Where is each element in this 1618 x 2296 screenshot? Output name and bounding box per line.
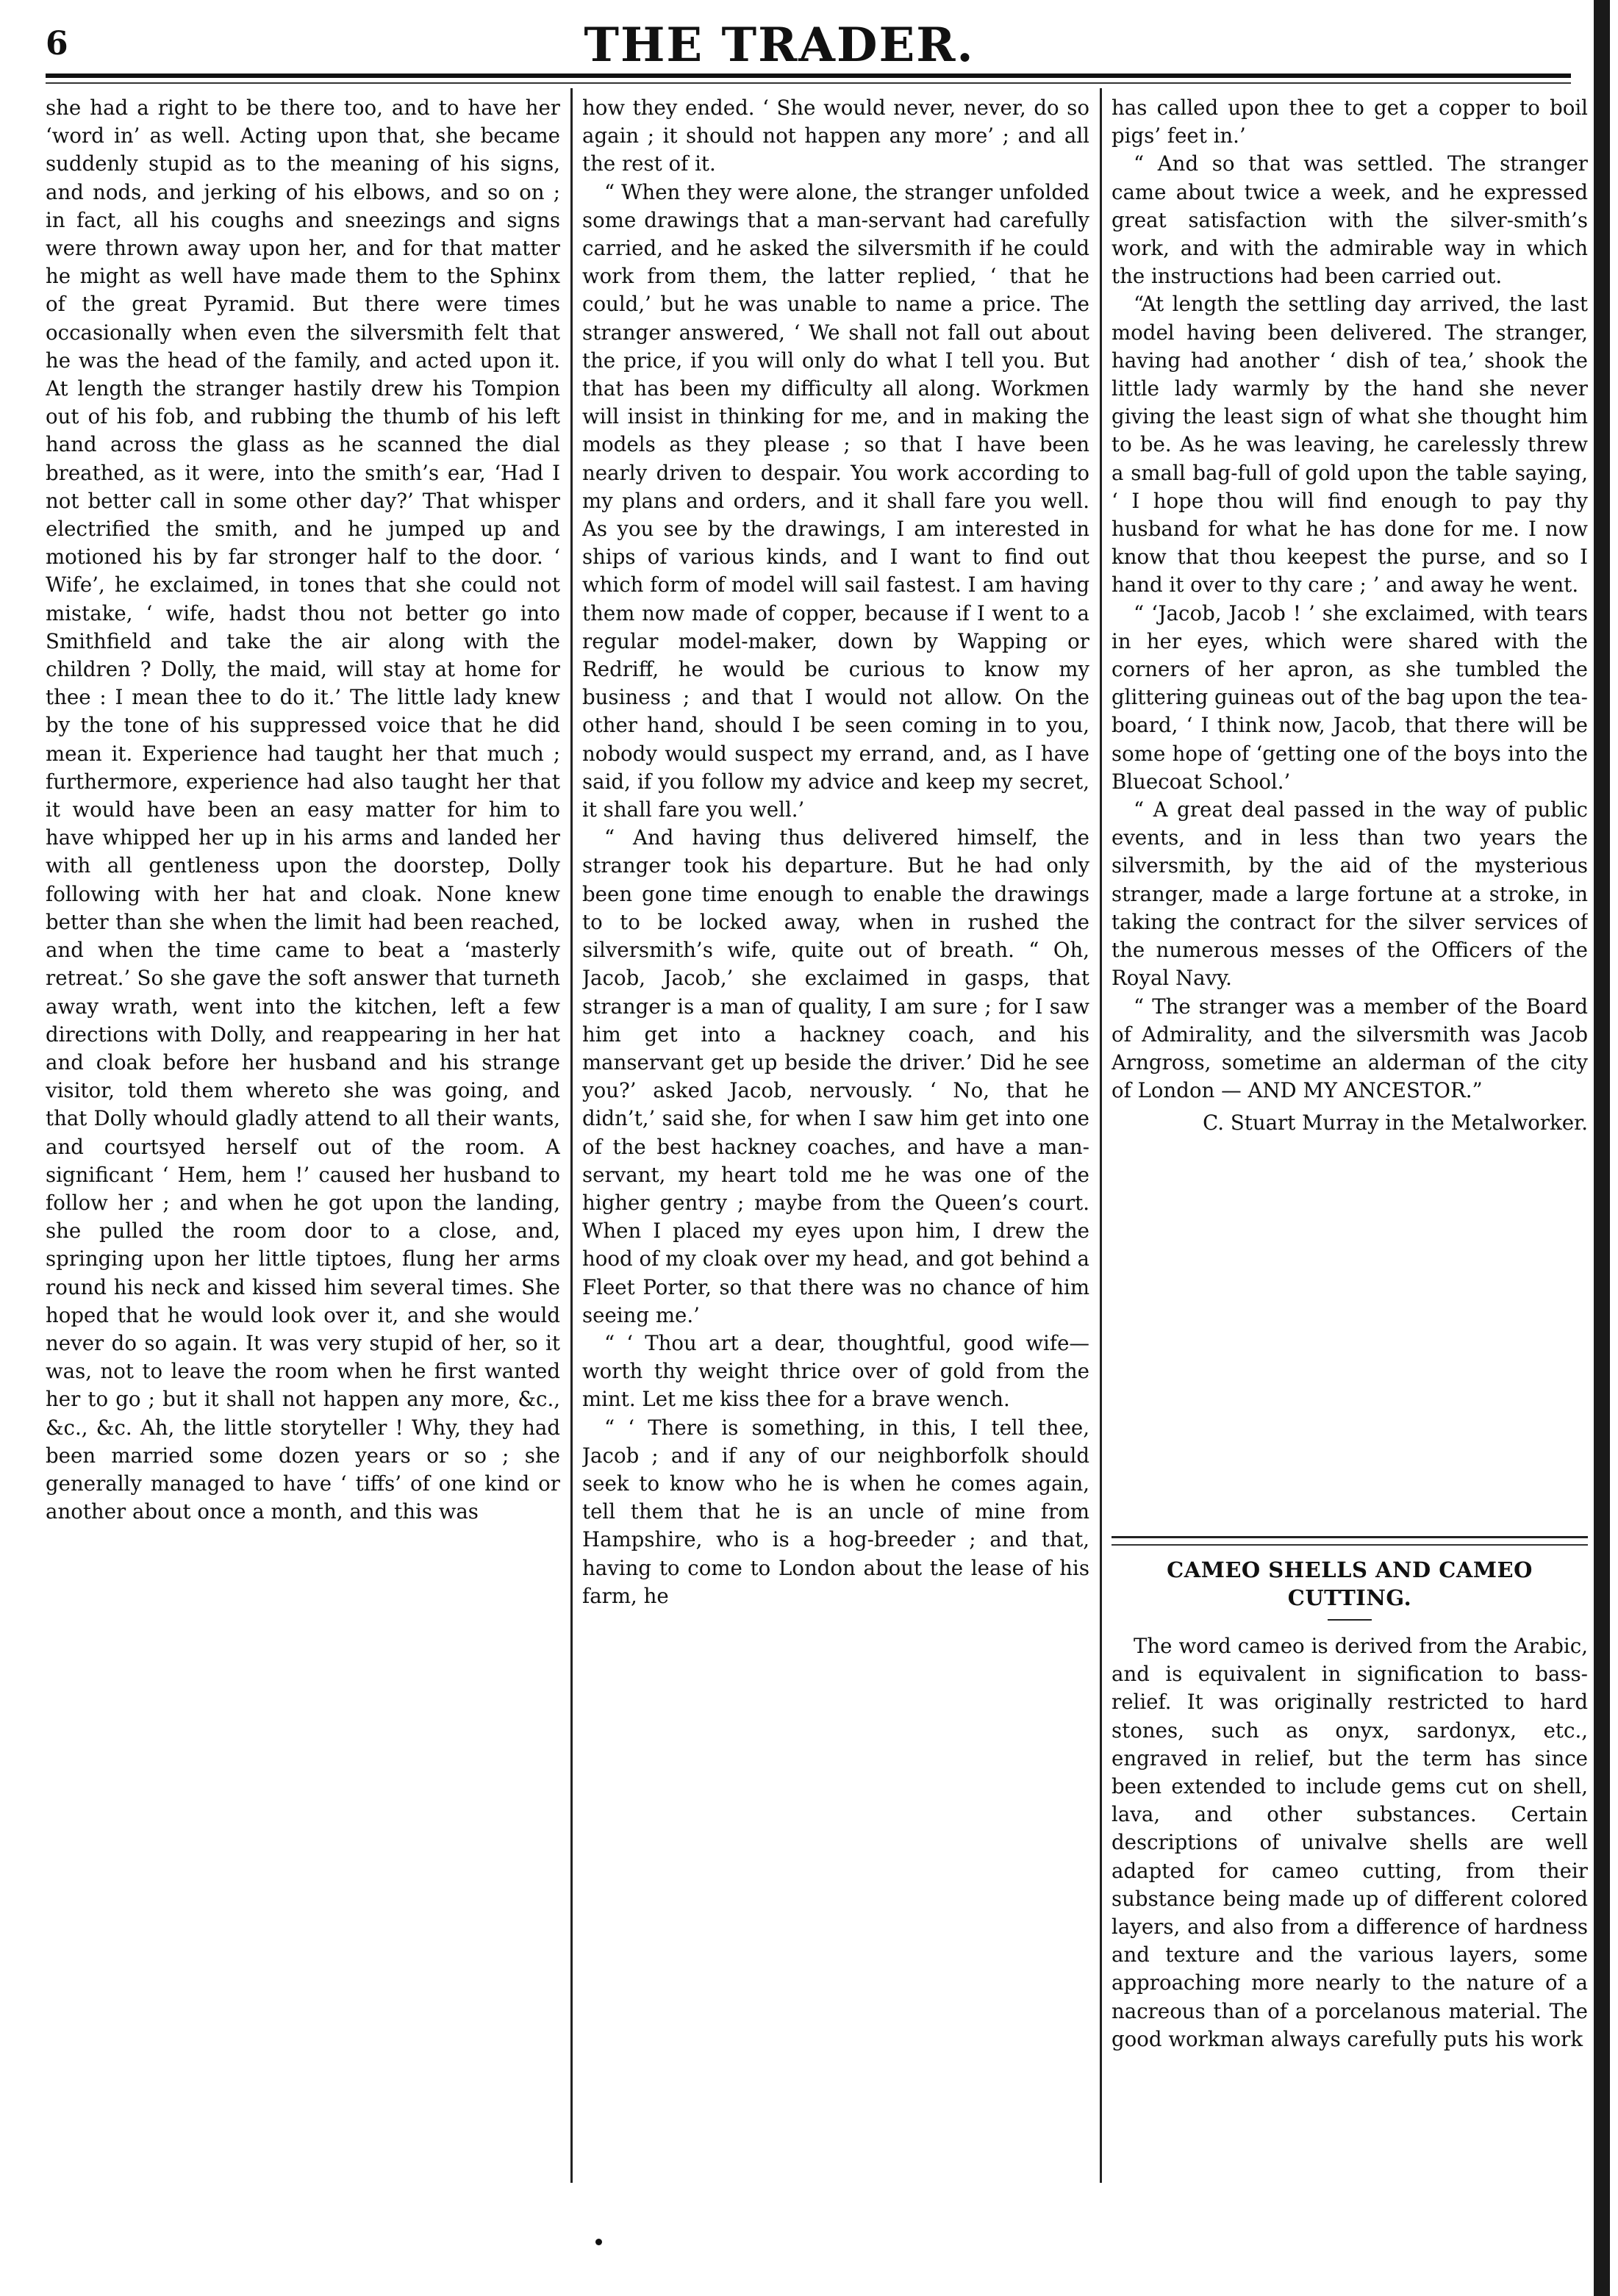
article-heading: CAMEO SHELLS AND CAMEO CUTTING. [1167,1557,1533,1610]
story-continuation [1112,94,1588,1520]
header-rule-thin [46,82,1571,84]
column3-paragraph: has called upon thee to get a copper to boil pigs’ feet in.’ [1112,96,1588,148]
page-edge-shadow [1594,0,1610,2296]
page-number: 6 [46,25,68,62]
column3-paragraph: “ A great deal passed in the way of public events, and in less than two years the silversmith, by the aid of the mysterious stranger, made a large fortune at a stroke, in taking the contract for the silver services of the numerous messes of the Officers of the Royal Navy. [1112,797,1588,991]
column3-paragraph: “ And so that was settled. The stranger came about twice a week, and he expressed great satisfaction with the silver-smith’s work, and with the admirable way in which the instructions had been carried out. [1112,151,1588,289]
article-paragraph: The word cameo is derived from the Arabic, and is equivalent in signification to bass-relief. It was originally restricted to hard stones, such as onyx, sardonyx, etc., engraved in relief, but the term has since been extended to include gems cut on shell, lava, and other substances. Certain descriptions of univalve shells are well adapted for cameo cutting, from their substance being made up of different colored layers, and also from a difference of hardness and texture and the various layers, some approaching more nearly to the nature of a nacreous than of a porcelanous material. The good workman always carefully puts his work [1112,1634,1588,2051]
column2-paragraph: “ ‘ Thou art a dear, thoughtful, good wife—worth thy weight thrice over of gold from the mint. Let me kiss thee for a brave wench. [582,1330,1089,1412]
column3-paragraph: “ The stranger was a member of the Board of Admirality, and the silversmith was Jacob Arngross, sometime an alderman of the city of London — AND MY ANCESTOR.” [1112,994,1588,1103]
author-signature: C. Stuart Murray in the Metalworker. [1203,1111,1588,1136]
column2-paragraph: “ When they were alone, the stranger unfolded some drawings that a man-servant had carefully carried, and he asked the silversmith if he could work from them, the latter replied, ‘ that he could,’ but he was unable to name a price. The stranger answered, ‘ We shall not fall out about the price, if you will only do what I tell you. But that has been my difficulty all along. Workmen will insist in thinking for me, and in making the models as they please ; so that I have been nearly driven to despair. You work according to my plans and orders, and it shall fare you well. As you see by the drawings, I am interested in ships of various kinds, and I want to find out which form of model will sail fastest. I am having them now made of copper, because if I went to a regular model-maker, down by Wapping or Redriff, he would be curious to know my business ; and that I would not allow. On the other hand, should I be seen coming in to you, nobody would suspect my errand, and, as I have said, if you follow my advice and keep my secret, it shall fare you well.’ [582,179,1089,822]
column3-paragraph: “At length the settling day arrived, the last model having been delivered. The stranger, having had another ‘ dish of tea,’ shook the little lady warmly by the hand she never giving the least sign of what she thought him to be. As he was leaving, he carelessly threw a small bag-full of gold upon the table saying, ‘ I hope thou will find enough to pay thy husband for what he has done for me. I now know that thou keepest the purse, and so I hand it over to thy care ; ’ and away he went. [1112,292,1588,598]
column-3 [1112,94,1588,2189]
header-rule [46,73,1571,78]
column-1 [46,94,560,2189]
heading-rule [1328,1619,1372,1621]
print-speck [595,2239,602,2245]
masthead-title: THE TRADER. [584,18,975,73]
column-divider-1 [570,88,573,2183]
column3-paragraph: “ ‘Jacob, Jacob ! ’ she exclaimed, with tears in her eyes, which were shared with the corners of her apron, as she tumbled the glittering guineas out of the bag upon the tea-board, ‘ I think now, Jacob, that there will be some hope of ‘getting one of the boys into the Bluecoat School.’ [1112,600,1588,794]
column1-paragraph: she had a right to be there too, and to have her ‘word in’ as well. Acting upon that, she became suddenly stupid as to the meaning of his signs, and nods, and jerking of his elbows, and so on ; in fact, all his coughs and sneezings and signs were thrown away upon her, and for that matter he might as well have made them to the Sphinx of the great Pyramid. But there were times occasionally when even the silversmith felt that he was the head of the family, and acted upon it. At length the stranger hastily drew his Tompion out of his fob, and rubbing the thumb of his left hand across the glass as he scanned the dial breathed, as it were, into the smith’s ear, ‘Had I not better call in some other day?’ That whisper electrified the smith, and he jumped up and motioned his by far stronger half to the door. ‘ Wife’, he exclaimed, in tones that she could not mistake, ‘ wife, hadst thou not better go into Smithfield and take the air along with the children ? Dolly, the maid, will stay at home for thee : I mean thee to do it.’ The little lady knew by the tone of his suppressed voice that he did mean it. Experience had taught her that much ; furthermore, experience had also taught her that it would have been an easy matter for him to have whipped her up in his arms and landed her with all gentleness upon the doorstep, Dolly following with her hat and cloak. None knew better than she when the limit had been reached, and when the time came to beat a ‘masterly retreat.’ So she gave the soft answer that turneth away wrath, went into the kitchen, left a few directions with Dolly, and reappearing in her hat and cloak before her husband and his strange visitor, told them whereto she was going, and that Dolly whould gladly attend to all their wants, and courtsyed herself out of the room. A significant ‘ Hem, hem !’ caused her husband to follow her ; and when he got upon the landing, she pulled the room door to a close, and, springing upon her little tiptoes, flung her arms round his neck and kissed him several times. She hoped that he would look over it, and she would never do so again. It was very stupid of her, so it was, not to leave the room when he first wanted her to go ; but it shall not happen any more, &c., &c., &c. Ah, the little storyteller ! Why, they had been married some dozen years or so ; she generally managed to have ‘ tiffs’ of one kind or another about once a month, and this was [46,96,560,1524]
column2-paragraph: “ And having thus delivered himself, the stranger took his departure. But he had only been gone time enough to enable the drawings to to be locked away, when in rushed the silversmith’s wife, quite out of breath. “ Oh, Jacob, Jacob,’ she exclaimed in gasps, that stranger is a man of quality, I am sure ; for I saw him get into a hackney coach, and his manservant get up beside the driver.’ Did he see you?’ asked Jacob, nervously. ‘ No, that he didn’t,’ said she, for when I saw him get into one of the best hackney coaches, and have a man-servant, my heart told me he was one of the higher gentry ; maybe from the Queen’s court. When I placed my eyes upon him, I drew the hood of my cloak over my head, and got behind a Fleet Porter, so that there was no chance of him seeing me.’ [582,825,1089,1327]
article-separator [1112,1536,1588,1538]
column-2 [582,94,1089,2189]
column2-paragraph: how they ended. ‘ She would never, never, do so again ; it should not happen any more’ ; and all the rest of it. [582,96,1089,176]
column2-paragraph: “ ‘ There is something, in this, I tell thee, Jacob ; and if any of our neighborfolk should seek to know who he is when he comes again, tell them that he is an uncle of mine from Hampshire, who is a hog-breeder ; and that, having to come to London about the lease of his farm, he [582,1415,1089,1608]
article-separator-thin [1112,1544,1588,1546]
column-divider-2 [1100,88,1102,2183]
